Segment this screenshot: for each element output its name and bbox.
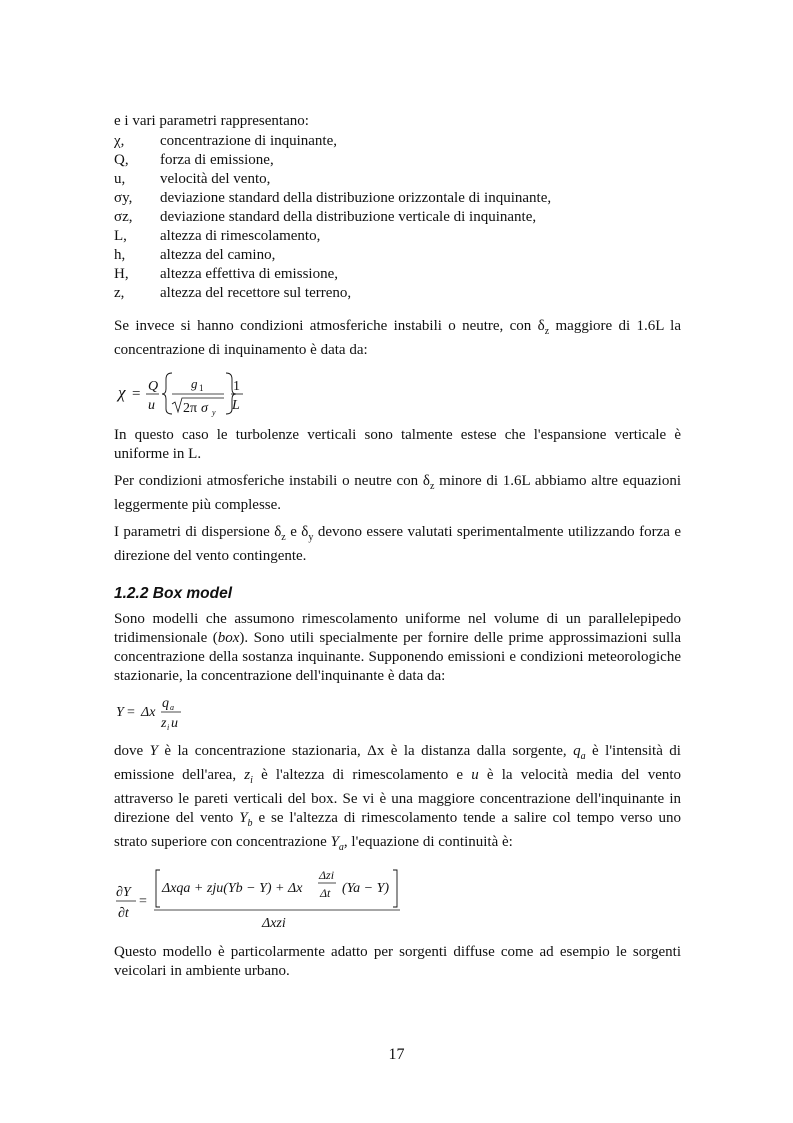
params-intro: e i vari parametri rappresentano: <box>114 113 309 129</box>
eq3-numerator: Δxqa + zju(Yb − Y) + Δx <box>162 881 303 896</box>
eq3-denominator: Δxzi <box>262 916 286 931</box>
paragraph-dispersion: I parametri di dispersione $\delta_z$ e $\delta_y$ devono essere valutati sperimentalmente utilizzando forza e direzione del vento contingente. <box>114 524 681 564</box>
parameter-symbol: H, <box>114 266 129 282</box>
eq3-tail: (Ya − Y) <box>342 881 390 896</box>
parameter-row <box>114 265 681 284</box>
paragraph-turbulence: In questo caso le turbolenze verticali sono talmente estese che l'espansione verticale è uniforme in L. <box>114 427 681 462</box>
parameter-symbol: h, <box>114 247 126 263</box>
eq2-dx: Δx <box>141 705 156 720</box>
paragraph-box-model: Sono modelli che assumono rimescolamento uniforme nel volume di un parallelepipedo tridimensionale (box). Sono utili specialmente per fornire delle prime approssimazioni sulla concentrazione della sostanza inquinante. Supponendo emissioni e condizioni meteorologiche stazionarie, la concentrazione dell'inquinante è data da: <box>114 611 681 684</box>
equation-box <box>114 694 681 734</box>
parameter-symbol: u, <box>114 171 126 187</box>
eq2-q-sub: a <box>170 703 174 712</box>
parameter-row <box>114 189 681 208</box>
parameter-description: forza di emissione, <box>160 152 274 168</box>
eq3-equals: = <box>139 894 147 909</box>
eq1-one: 1 <box>233 379 240 394</box>
parameter-description: concentrazione di inquinante, <box>160 133 338 149</box>
paragraph-final: Questo modello è particolarmente adatto per sorgenti diffuse come ad esempio le sorgenti veicolari in ambiente urbano. <box>114 944 681 979</box>
paragraph-minor: Per condizioni atmosferiche instabili o neutre con $\delta_z$ minore di 1.6L abbiamo altre equazioni leggermente più complesse. <box>114 473 681 513</box>
parameter-row <box>114 208 681 227</box>
parameter-row <box>114 227 681 246</box>
parameter-list <box>114 132 681 303</box>
parameter-description: altezza del recettore sul terreno, <box>160 285 352 301</box>
eq1-equals: = <box>132 386 141 402</box>
parameter-description: altezza di rimescolamento, <box>160 228 321 244</box>
parameter-description: altezza del camino, <box>160 247 276 263</box>
parameter-symbol: z, <box>114 285 125 301</box>
parameter-symbol: σz, <box>114 209 133 225</box>
paragraph-unstable: Se invece si hanno condizioni atmosferiche instabili o neutre, con $\delta_z$ maggiore di 1.6L la concentrazione di inquinamento è data da: <box>114 318 682 358</box>
equation-chi <box>114 368 681 418</box>
eq2-q: q <box>162 696 169 711</box>
eq2-u: u <box>171 716 178 731</box>
eq2-z: z <box>161 716 167 731</box>
paragraph-where: dove Y è la concentrazione stazionaria, Δx è la distanza dalla sorgente, $q_a$ è l'intensità di emissione dell'area, $z_i$ è l'altezza di rimescolamento e u è la velocità media del vento attraverso le pareti verticali del box. Se vi è una maggiore concentrazione dell'inquinante in direzione del vento $Y_b$ e se l'altezza di rimescolamento tende a salire col tempo verso uno strato superiore con concentrazione $Y_a$, l'equazione di continuità è: <box>114 743 682 853</box>
eq1-Q: Q <box>148 379 159 394</box>
parameter-symbol: Q, <box>114 152 129 168</box>
eq1-g: g <box>191 376 198 391</box>
parameter-symbol: L, <box>114 228 127 244</box>
eq2-Y: Y <box>116 705 124 720</box>
page-number: 17 <box>388 1046 405 1063</box>
eq3-dzi: Δzi <box>319 868 335 882</box>
parameter-row <box>114 132 681 151</box>
equation-continuity <box>114 865 681 935</box>
parameter-description: deviazione standard della distribuzione verticale di inquinante, <box>160 209 537 225</box>
parameter-row <box>114 284 681 303</box>
eq1-sigma: σ <box>201 401 208 416</box>
eq1-chi: χ <box>118 383 126 402</box>
eq1-sigma-sub: y <box>212 408 216 417</box>
parameter-description: velocità del vento, <box>160 171 271 187</box>
parameter-description: altezza effettiva di emissione, <box>160 266 338 282</box>
parameter-symbol: χ, <box>114 133 125 149</box>
section-heading: 1.2.2 Box model <box>114 585 233 602</box>
parameter-row <box>114 170 681 189</box>
eq1-2pi: 2π <box>183 401 198 416</box>
eq2-equals: = <box>127 705 135 720</box>
parameter-row <box>114 246 681 265</box>
eq1-g-sub: 1 <box>199 383 204 393</box>
eq2-z-sub: i <box>167 723 170 732</box>
document-body <box>114 112 681 981</box>
parameter-row <box>114 151 681 170</box>
parameter-description: deviazione standard della distribuzione orizzontale di inquinante, <box>160 190 552 206</box>
eq1-L: L <box>232 398 240 413</box>
eq3-dY: ∂Y <box>116 885 131 900</box>
eq3-dt: ∂t <box>118 906 129 921</box>
eq1-u: u <box>148 398 155 413</box>
eq3-dt2: Δt <box>320 886 331 900</box>
parameter-symbol: σy, <box>114 190 133 206</box>
